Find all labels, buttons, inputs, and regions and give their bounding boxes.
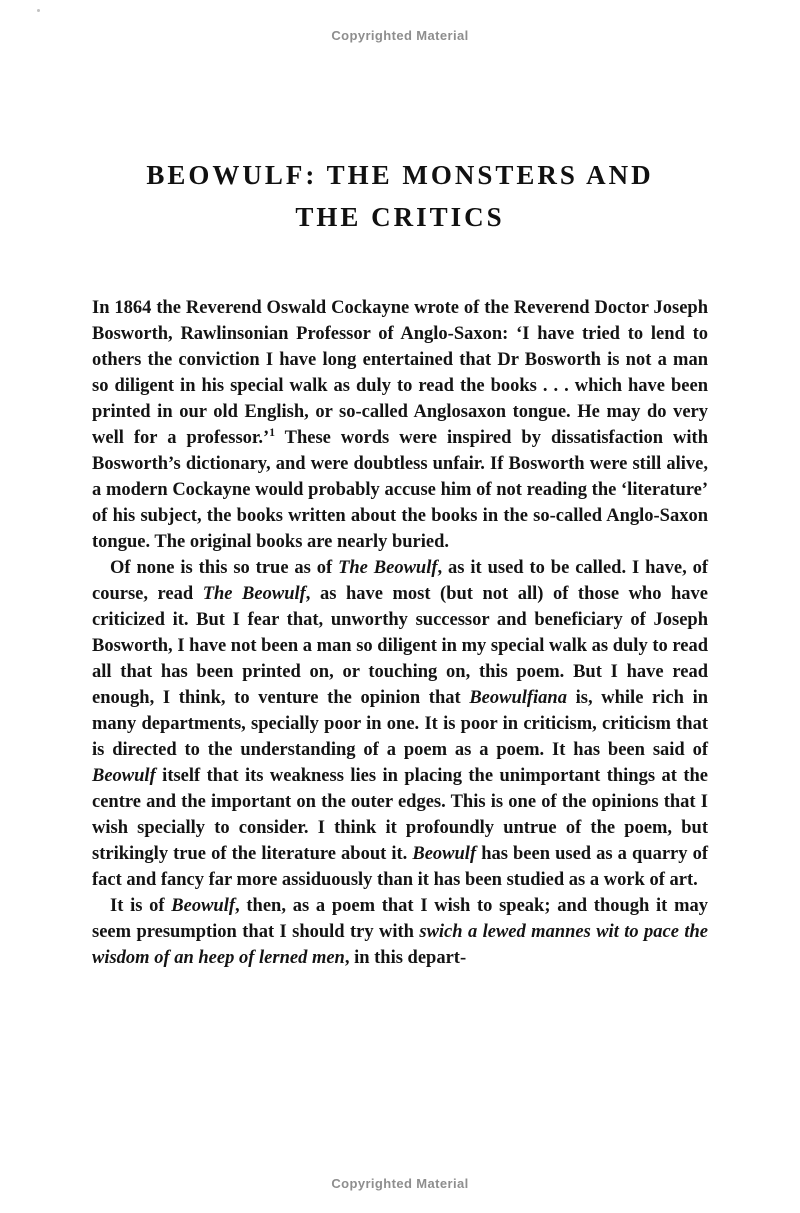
paragraph [92, 295, 708, 555]
text-run: has been used as a quarry of fact and fancy far more assiduously than it has been studied as a work of art. [92, 843, 708, 890]
footnote-reference: 1 [269, 426, 275, 439]
text-run: itself that its weakness lies in placing the unimportant things at the centre and the important on the outer edges. This is one of the opinions that I wish specially to consider. I think it profoundly untrue of the poem, but strikingly true of the literature about it. [92, 765, 708, 864]
italic-text-run: The Beowulf [338, 557, 438, 578]
scan-artifact [37, 9, 40, 12]
text-run: , then, as a poem that I wish to speak; and though it may seem presumption that I should try with [92, 895, 708, 942]
text-run: These words were inspired by dissatisfaction with Bosworth’s dictionary, and were doubtless unfair. If Bosworth were still alive, a modern Cockayne would probably accuse him of not reading the ‘literature’ of his subject, the books written about the books in the so-called Anglo-Saxon tongue. The original books are nearly buried. [92, 427, 708, 552]
copyright-notice-bottom: Copyrighted Material [331, 1176, 469, 1191]
text-run: is, while rich in many departments, specially poor in one. It is poor in criticism, criticism that is directed to the understanding of a poem as a poem. It has been said of [92, 687, 708, 760]
text-run: It is of [110, 895, 172, 916]
italic-text-run: Beowulf [171, 895, 236, 916]
italic-text-run: Beowulf [412, 843, 477, 864]
page-body [92, 295, 708, 971]
page-title [0, 155, 800, 239]
text-run: , as have most (but not all) of those who have criticized it. But I fear that, unworthy successor and beneficiary of Joseph Bosworth, I have not been a man so diligent in my special walk as duly to read all that has been printed on, or touching on, this poem. But I have read enough, I think, to venture the opinion that [92, 583, 709, 708]
page-title-line-2: THE CRITICS [295, 201, 505, 232]
text-run: Of none is this so true as of [110, 557, 339, 578]
text-run: , in this depart- [344, 947, 467, 968]
italic-text-run: The Beowulf [202, 583, 306, 604]
copyright-notice-top: Copyrighted Material [331, 28, 469, 43]
text-run: , as it used to be called. I have, of course, read [92, 557, 709, 604]
text-run: In 1864 the Reverend Oswald Cockayne wrote of the Reverend Doctor Joseph Bosworth, Rawlinsonian Professor of Anglo-Saxon: ‘I have tried to lend to others the conviction I have long entertained that Dr Bosworth is not a man so diligent in his special walk as duly to read the books . . . which have been printed in our old English, or so-called Anglosaxon tongue. He may do very well for a professor.’ [92, 297, 708, 448]
page-title-line-1: BEOWULF: THE MONSTERS AND [146, 160, 654, 190]
paragraph [92, 893, 708, 971]
italic-text-run: Beowulfiana [469, 687, 567, 708]
italic-text-run: swich a lewed mannes wit to pace the wisdom of an heep of lerned men [92, 921, 708, 968]
italic-text-run: Beowulf [92, 765, 156, 786]
paragraph [92, 555, 708, 893]
